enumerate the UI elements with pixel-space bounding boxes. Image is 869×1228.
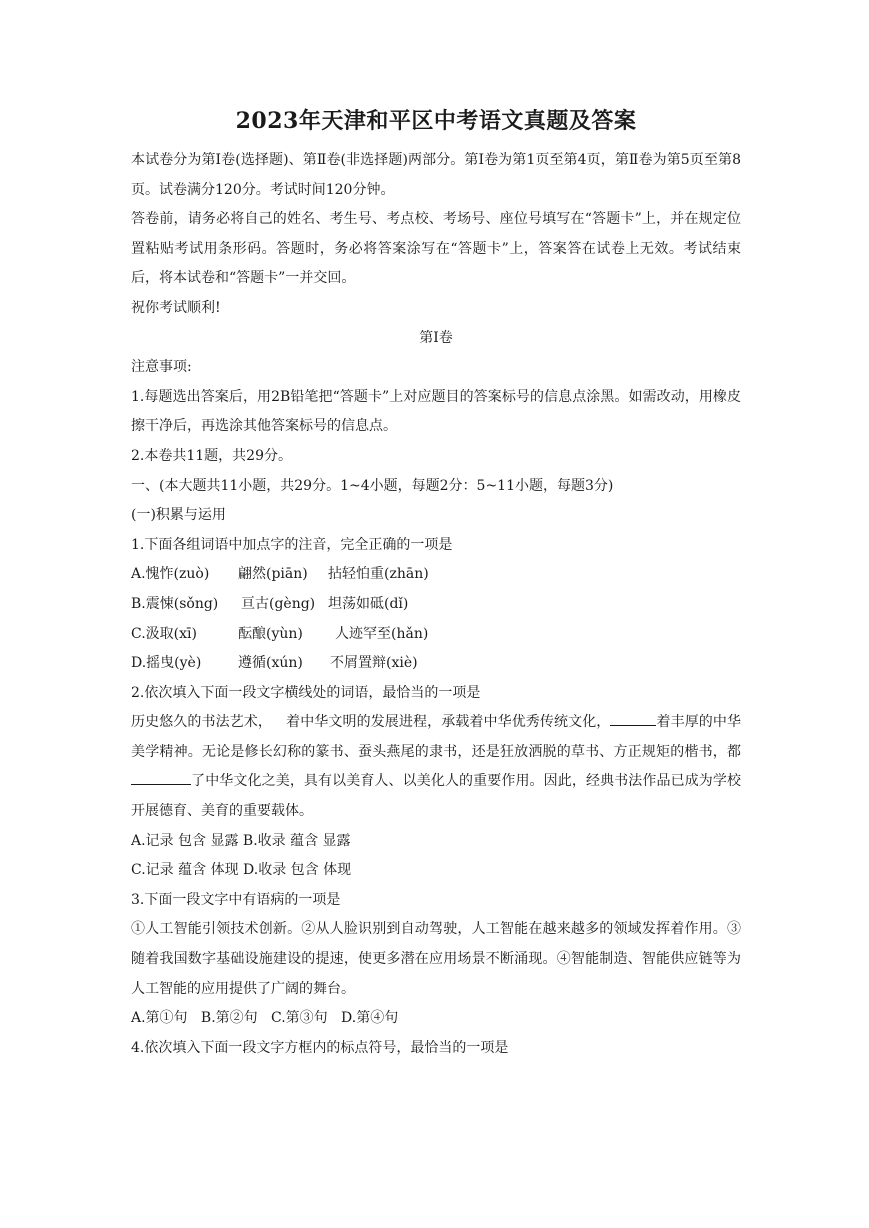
option-part: 翩然(piān) — [238, 566, 308, 583]
question-1-option-d — [131, 649, 741, 679]
question-2-stem: 2.依次填入下面一段文字横线处的词语，最恰当的一项是 — [131, 684, 481, 701]
option-part: 拈轻怕重(zhān) — [328, 566, 429, 583]
option-part: A.愧怍(zuò) — [131, 566, 210, 583]
question-1-option-c — [131, 620, 741, 650]
intro-paragraph-1: 本试卷分为第Ⅰ卷(选择题)、第Ⅱ卷(非选择题)两部分。第Ⅰ卷为第1页至第4页，第Ⅱ卷为第5页至第8页。试卷满分120分。考试时间120分钟。 — [131, 152, 741, 198]
option-part: 亘古(gèng) — [241, 595, 316, 612]
question-2-passage — [131, 708, 741, 826]
intro-paragraph-2: 答卷前，请务必将自己的姓名、考生号、考点校、考场号、座位号填写在“答题卡”上，并在规定位置粘贴考试用条形码。答题时，务必将答案涂写在“答题卡”上，答案答在试卷上无效。考试结束后，将本试卷和“答题卡”一并交回。 — [131, 211, 741, 287]
question-4-stem: 4.依次填入下面一段文字方框内的标点符号，最恰当的一项是 — [131, 1039, 509, 1056]
notice-item-1: 1.每题选出答案后，用2B铅笔把“答题卡”上对应题目的答案标号的信息点涂黑。如需改动，用橡皮擦干净后，再选涂其他答案标号的信息点。 — [131, 388, 741, 435]
option-part: C.汲取(xī) — [131, 625, 197, 642]
exam-page — [131, 106, 741, 1063]
passage-text: 着丰厚的中华美学精神。无论是修长幻称的篆书、蚕头燕尾的隶书，还是狂放洒脱的草书、方正规矩的楷书，都 — [131, 714, 742, 760]
passage-text: 历史悠久的书法艺术， — [131, 714, 272, 731]
answer-blank — [610, 711, 656, 726]
question-3-stem: 3.下面一段文字中有语病的一项是 — [131, 891, 341, 908]
volume-heading: 第Ⅰ卷 — [419, 329, 453, 346]
notice-heading: 注意事项: — [131, 359, 192, 376]
question-2-options-ab: A.记录 包含 显露 B.收录 蕴含 显露 — [131, 832, 351, 849]
question-2-options-cd: C.记录 蕴含 体现 D.收录 包含 体现 — [131, 862, 352, 879]
section-heading: 一、(本大题共11小题，共29分。1~4小题，每题2分：5~11小题，每题3分) — [131, 477, 614, 494]
option-part: 人迹罕至(hǎn) — [335, 625, 429, 642]
option-part: D.摇曳(yè) — [131, 655, 202, 672]
intro-paragraph-3: 祝你考试顺利! — [131, 299, 221, 316]
option-part: B.震悚(sǒng) — [131, 595, 219, 612]
question-1-option-a — [131, 560, 741, 590]
section-sub-heading: (一)积累与运用 — [131, 507, 226, 524]
passage-text: 着中华文明的发展进程，承载着中华优秀传统文化， — [286, 714, 611, 731]
option-part: 遵循(xún) — [238, 655, 303, 672]
question-3-options: A.第①句 B.第②句 C.第③句 D.第④句 — [131, 1010, 399, 1027]
document-title: 2023年天津和平区中考语文真题及答案 — [235, 108, 637, 134]
option-part: 不屑置辩(xiè) — [330, 655, 418, 672]
passage-text: 了中华文化之美，具有以美育人、以美化人的重要作用。因此，经典书法作品已成为学校开展德育、美育的重要载体。 — [131, 773, 741, 820]
option-part: 坦荡如砥(dǐ) — [328, 595, 409, 612]
notice-item-2: 2.本卷共11题，共29分。 — [131, 447, 292, 464]
question-3-passage: ①人工智能引领技术创新。②从人脸识别到自动驾驶，人工智能在越来越多的领域发挥着作用。③随着我国数字基础设施建设的提速，使更多潜在应用场景不断涌现。④智能制造、智能供应链等为人工智能的应用提供了广阔的舞台。 — [131, 921, 741, 997]
answer-blank — [131, 770, 191, 785]
option-part: 酝酿(yùn) — [238, 625, 303, 642]
question-1-option-b — [131, 590, 741, 620]
question-1-stem: 1.下面各组词语中加点字的注音，完全正确的一项是 — [131, 536, 453, 553]
